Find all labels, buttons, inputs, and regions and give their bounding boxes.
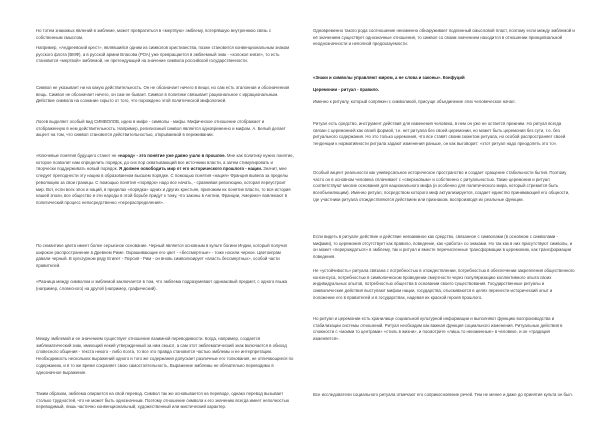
- paragraph-ritual-tool: Ритуал есть средство, инструмент действия для изменения человека, в нем он уже не остается прежним. Но ритуал всегда связан с церемонией как своей формой, т.е. нет ритуала без своей церемонии, но может быть церемония без сути, т.е. без ритуального содержания. Но это только церемония, что все ставят своим сюжетом ритуала, но особой распространяет своей тенденции к нормативности ритуала задают изменения раньше, он как выговорит: «этот ритуал надо преодолеть это то».: [313, 121, 566, 147]
- section-heading: «Знаки и символы управляют миром, а не слова и законы». Конфуций: [313, 75, 465, 80]
- paragraph-ritual-stability: Не «устойчивость» ритуала связана с потребностью в отождествлении, потребностью в обеспечении закрепления общественного консенсуса, потребностью в символическом проведении смертности через популяризацию коллективного опыта своих индивидуальных опытов, потребностью общества в основании своего существования. Государственные ритуалы и символические действия выступают мифом нации, государства, отыскиваются в целях перенести исторический опыт и положение его в правителей и в государствах, надевая их краской героев прошлого.: [313, 268, 575, 300]
- right-column: [313, 0, 575, 424]
- paragraph-ritual-reality: Особый акцент реальности как универсальное историческое пространство и создает сращение стабильности бытия. Поэтому часто он в основном человека сплачивает с «сверхновым» и собственно с ритуальностью. Такие церемонии и ритуал соответствуют многие основания для национального мифа (и особенно для политического мира, который стремится быть всеобъемлющим). Именно ритуал, посредством которого миф актуализируется, создает единство принимающей его общности, где участники ритуала отождествляются действием или признаком, воспроизводя их реальные функции.: [313, 170, 570, 202]
- quote-bold-part: Я должен освободить мир от его исторического прошлого - нации.: [119, 166, 263, 172]
- paragraph-quote-nation: [36, 153, 294, 207]
- quote-part: «Ключевые понятия будущего станет не: [36, 153, 118, 158]
- paragraph-andrew-cross: Например, «Андреевский крест», являвшийся одним из символов христианства, позже становится конвенциональным знаком русского флота (ВМФ), а в русской армии Власова (РОА) уже превращается в эмблемный знак - «колокол князя», то есть становится «мертвой» эмблемой, не претендующей на значение символа российской государственности.: [36, 45, 290, 64]
- paragraph-researchers: Все исследователи социального ритуала отмечают его соприкосновение речей. Тем не менее и даже до принятия культа он был.: [313, 392, 573, 397]
- quote-part: Мне как политику нужно понятие, которое позволит нам определить порядок, до сих пор охватывающий все источники власти, а затем стимулировать и творчески поддерживать новый порядок.: [36, 153, 294, 172]
- section-subheading: Церемонии - ритуал - правило.: [313, 87, 380, 92]
- paragraph-losev: Лосев выделяет особый вид СИМВОЛОВ, идею в мифе - символы - мифы. Мифическое отношение отображает и отображенную в нем действительность. Например, религиозный символ является одновременно и мифом. А. Белый делает акцент на том, что символ становится действительностью, открываемой в переживании.: [36, 119, 286, 138]
- paragraph-symbol-vs-emblem: «Разница между символом и эмблемой заключается в том, что эмблема подразумевает одинаковый предмет, с одного языка (например, словесного) на другой (например, графический).: [36, 279, 288, 291]
- quote-part: Значит, мне следует преподнести эту нацию в образованном высшем порядке. С помощью понятия «нация» Франция вывела за пределы революцию за свои границы. С помощью понятия «порядок» надо все начать, - сравнивая революцию, которая переустроит мир. Вот, если всех эпох и наций, в пределах «порядка» одних и других крестьян, приложим их понятие власти, то вся история нашей эпохи, все общество и эти народы в этой борьбе придут к тому, что законы в Англии, Франции, Америке» вовлекают в политический процесс непосредственно «перераспределения».: [36, 166, 291, 205]
- paragraph-conclusion: Таким образом, эмблема опирается на свой перевод. Символ так же основывается на переводе, однако перевод вызывает столько трудностей, что не может быть однозначным. Поэтому отношение символа к его значению всегда имеет неполностью переводимый, лишь частично конвенциональный, художественный или мистический характер.: [36, 391, 290, 410]
- quote-bold-part: «народ» - это понятие уже давно ушло в прошлое.: [117, 153, 226, 158]
- paragraph-ritual-symbolism: Именно к ритуалу, который сопряжен с символикой, присуще объединение этих человеческое начал.: [313, 99, 516, 104]
- paragraph-ritual-ceremony: Если видеть в ритуале действие и действие невзаимное как средство, связанное с символами (в основном с символами - мифами), то церемония отсутствует как правило, поведение, как «работа» со знаками. Но так как в них присутствуют символы, и он может «перерождаться» в эмблему, так и ритуал и вместе перечисленные трансформации в церемонию, как трансформации поведения.: [313, 234, 573, 260]
- paragraph-symbol-reality: Символ не указывает ни на какую действительность. Он не обозначает ничего в вещи, но сам есть эталонная и обозначенная вещь. Символ не обозначает ничего, он сам не бывает. Символ в политике связывает рациональное с иррациональным. Действие символа на сознание скрыто от того, что порождено этой политической мифологией.: [36, 85, 290, 104]
- paragraph-emblem-dead: Но тотем знакомых явлений в эмблеме, может превратиться в «мертвую» эмблему, потерявшую внутреннюю связь с собственным смыслом.: [36, 28, 272, 40]
- paragraph-color-semantics: По семантике цвета имеет более серьезное основание. Черный является основным в культе богини Индии, который получил широкое распространение в Древнем Риме. Окрашивающие его цвет - «бессмертные» - тоже носили черное. Цветоиграм давали черный. В культурном ряду Египет - Персия - Рим - он вновь символизирует «власть бессмертных», особой части правителей.: [36, 243, 288, 269]
- left-column: [36, 0, 294, 424]
- paragraph-emblem-translation: Между эмблемой и ее значением существует отношение взаимной переводимости. Когда, например, создается эмблематический знак, имеющий некий утвержденный за ним смысл, а сам этот эмблематический знак включается в обиход словесного общения - текста некого - либо поэта, то все это правда становится частью эмблемы и ее интерпретации. Необходимость нескольких выражений одного и того же содержания допускает различные его толкования, не отличающиеся по содержанию, и в то же время сохраняет свою самостоятельность. Выражение эмблемы не обязательно переводимо в однозначное выражение.: [36, 336, 294, 375]
- paragraph-symbol-ambiguity: Одновременно такого рода соотношение неизменно обнаруживает подлинный смысловой пласт, поэтому если между эмблемой и её значением существует однозначные отношения, то символ со своим значением находится в отношении принципиальной неоднозначности и неполной предсказуемости.: [313, 28, 575, 47]
- paragraph-ritual-information: Но ритуал и церемонии есть хранилище социальной культурной информации и выполняют функцию воспроизводства и стабилизации системы отношений. Ритуал необходим как важная функция социального изменения. Ритуальные действия в сложности с «моими то центрами» «стиль в жизни», и посмотрите «лишь то неизменные» в человеке, и он «традиция изменяется».: [313, 316, 563, 342]
